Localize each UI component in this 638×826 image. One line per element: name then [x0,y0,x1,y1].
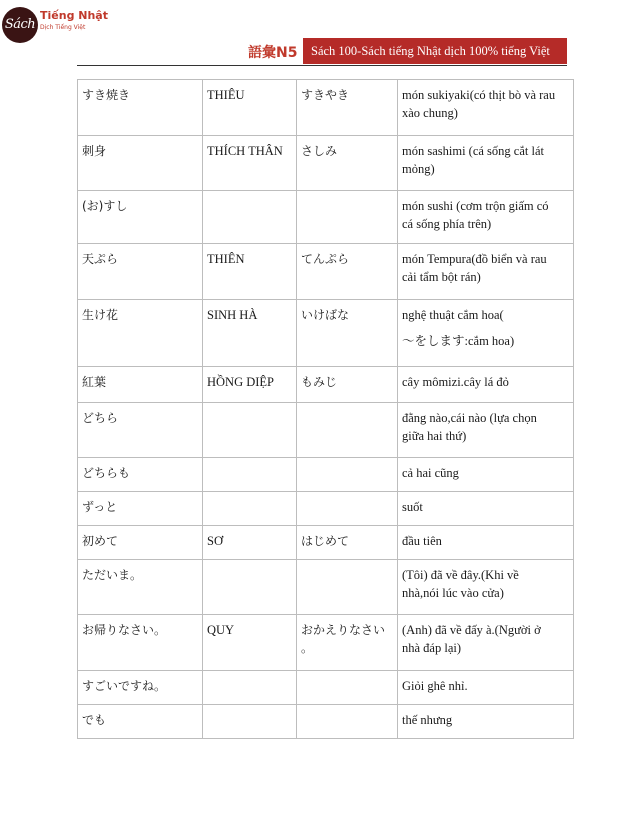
reading-cell [297,560,398,615]
table-row [78,615,574,671]
han-viet-cell: SINH HÀ [203,300,297,367]
reading-cell [297,492,398,526]
meaning-cell: món sushi (cơm trộn giấm có cá sống phía trên) [398,191,574,244]
word-cell: 初めて [78,526,203,560]
table-row [78,136,574,191]
reading-cell: もみじ [297,367,398,403]
reading-cell [297,705,398,739]
han-viet-cell [203,191,297,244]
word-cell: ずっと [78,492,203,526]
word-cell: 紅葉 [78,367,203,403]
vocabulary-table [77,79,574,739]
meaning-cell: đầu tiên [398,526,574,560]
word-cell: どちらも [78,458,203,492]
han-viet-cell [203,458,297,492]
word-cell: ただいま。 [78,560,203,615]
table-row [78,458,574,492]
han-viet-cell [203,671,297,705]
word-cell: 刺身 [78,136,203,191]
word-cell: 生け花 [78,300,203,367]
reading-cell: はじめて [297,526,398,560]
han-viet-cell: THÍCH THÂN [203,136,297,191]
table-row [78,705,574,739]
vocab-level-label: 語彙N5 [248,45,298,61]
han-viet-cell [203,403,297,458]
table-row [78,671,574,705]
reading-cell [297,671,398,705]
reading-cell [297,458,398,492]
table-row [78,403,574,458]
han-viet-cell: QUY [203,615,297,671]
reading-cell: さしみ [297,136,398,191]
word-cell: お帰りなさい。 [78,615,203,671]
header-banner: Sách 100-Sách tiếng Nhật dịch 100% tiếng Việt [303,38,567,64]
reading-cell: いけばな [297,300,398,367]
logo-mark: Sách [2,7,38,43]
meaning-cell: (Tôi) đã về đây.(Khi về nhà,nói lúc vào cửa) [398,560,574,615]
han-viet-cell: HỒNG DIỆP [203,367,297,403]
meaning-cell: nghệ thuật cắm hoa( ～をします:cắm hoa) [398,300,574,367]
logo-brand-text: Tiếng Nhật [40,9,108,22]
reading-cell: てんぷら [297,244,398,300]
word-cell: でも [78,705,203,739]
table-row [78,80,574,136]
logo-subtitle: Dịch Tiếng Việt [40,24,86,31]
meaning-cell: món sashimi (cá sống cắt lát mỏng) [398,136,574,191]
han-viet-cell: SƠ [203,526,297,560]
brand-logo [2,7,108,45]
han-viet-cell: THIÊN [203,244,297,300]
meaning-cell: suốt [398,492,574,526]
table-row [78,300,574,367]
table-row [78,560,574,615]
reading-cell [297,191,398,244]
meaning-cell: thế nhưng [398,705,574,739]
meaning-cell: cây mômizi.cây lá đỏ [398,367,574,403]
table-row [78,367,574,403]
table-row [78,492,574,526]
meaning-cell: món sukiyaki(có thịt bò và rau xào chung) [398,80,574,136]
reading-cell: おかえりなさい 。 [297,615,398,671]
header-divider [77,65,567,66]
han-viet-cell [203,560,297,615]
word-cell: (お)すし [78,191,203,244]
table-row [78,244,574,300]
meaning-cell: món Tempura(đồ biển và rau cải tẩm bột rán) [398,244,574,300]
meaning-cell: đằng nào,cái nào (lựa chọn giữa hai thứ) [398,403,574,458]
word-cell: すき焼き [78,80,203,136]
han-viet-cell: THIÊU [203,80,297,136]
word-cell: すごいですね。 [78,671,203,705]
word-cell: 天ぷら [78,244,203,300]
reading-cell [297,403,398,458]
meaning-cell: Giỏi ghê nhỉ. [398,671,574,705]
word-cell: どちら [78,403,203,458]
reading-cell: すきやき [297,80,398,136]
table-row [78,191,574,244]
table-row [78,526,574,560]
han-viet-cell [203,492,297,526]
meaning-cell: (Anh) đã về đấy à.(Người ở nhà đáp lại) [398,615,574,671]
meaning-cell: cả hai cũng [398,458,574,492]
han-viet-cell [203,705,297,739]
